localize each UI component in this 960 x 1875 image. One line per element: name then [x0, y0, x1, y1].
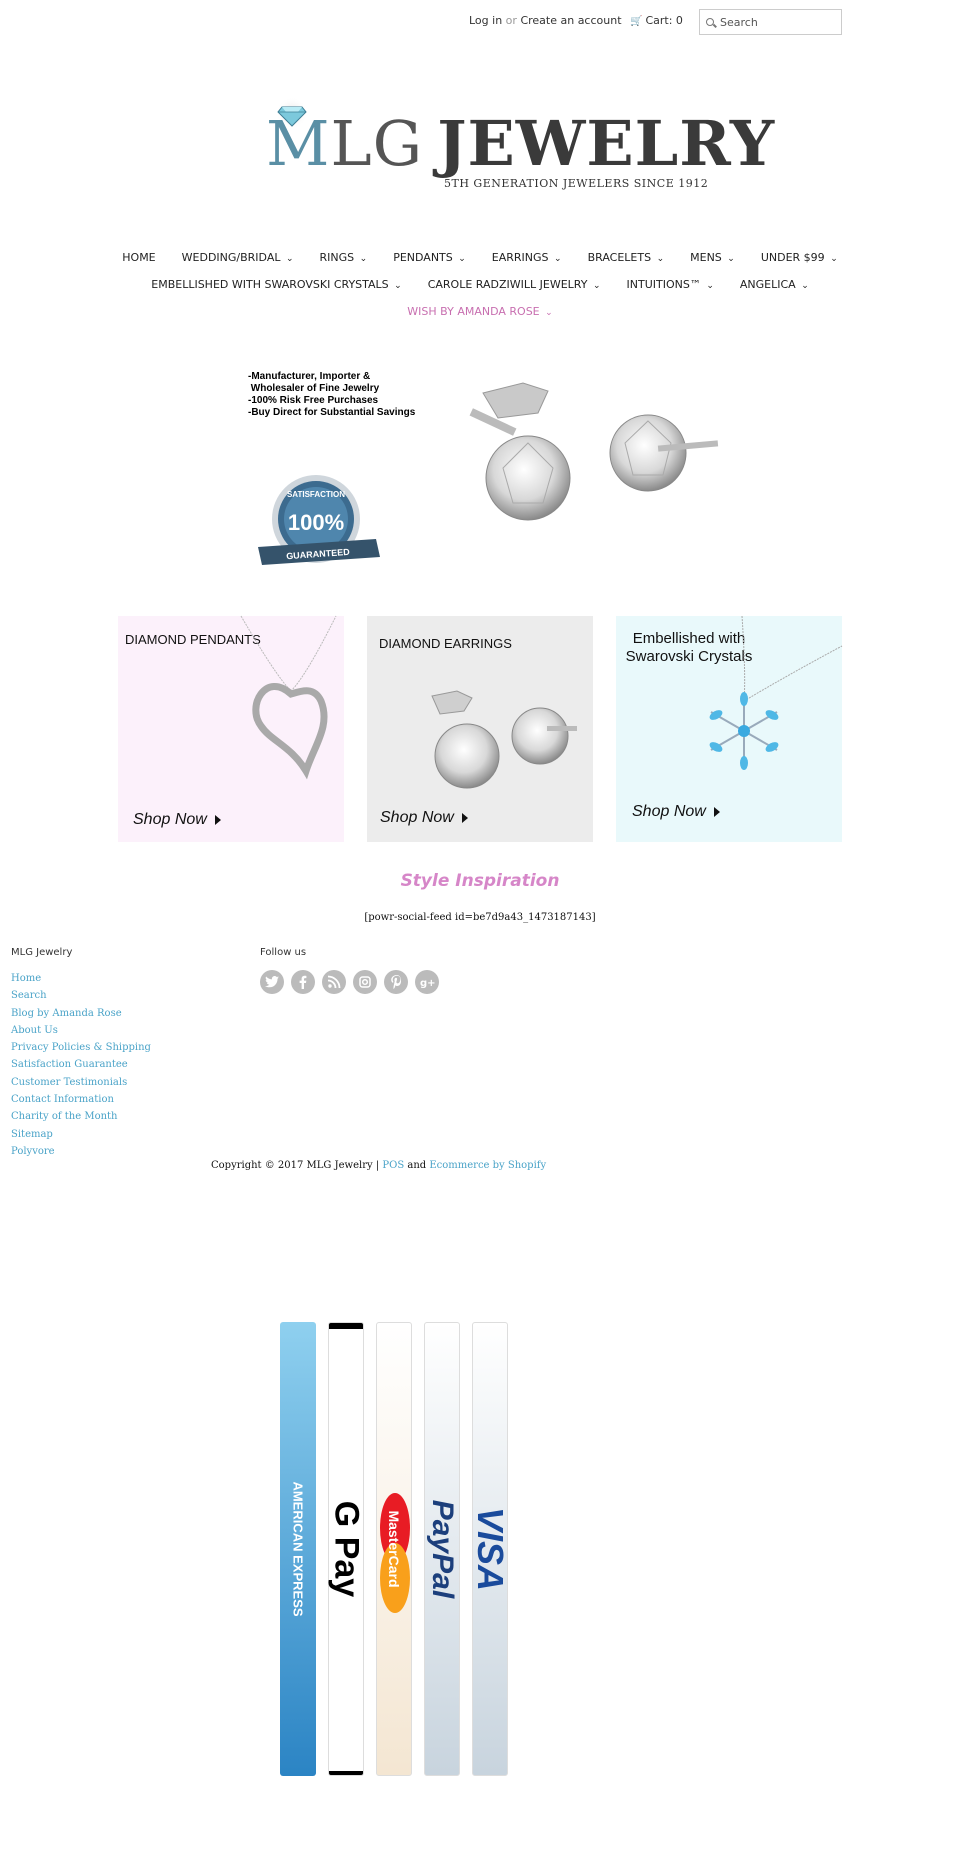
nav-item-wish-by-amanda-rose[interactable]: WISH BY AMANDA ROSE ⌄ — [407, 305, 553, 318]
earrings-image — [422, 686, 582, 806]
hero-bullet: -Manufacturer, Importer & — [248, 371, 371, 382]
nav-item-bracelets[interactable]: BRACELETS ⌄ — [587, 251, 665, 264]
mastercard-icon: MasterCard — [376, 1322, 412, 1776]
cart-icon: 🛒 — [630, 16, 643, 27]
satisfaction-badge — [254, 473, 384, 573]
and-text: and — [407, 1160, 427, 1171]
nav-item-rings[interactable]: RINGS ⌄ — [319, 251, 368, 264]
social-icons — [260, 970, 439, 994]
style-inspiration-heading: Style Inspiration — [400, 871, 560, 891]
chevron-down-icon: ⌄ — [656, 254, 665, 264]
nav-item-mens[interactable]: MENS ⌄ — [690, 251, 735, 264]
chevron-down-icon: ⌄ — [801, 281, 809, 291]
hero-bullet: -100% Risk Free Purchases — [248, 395, 379, 406]
footer-link-polyvore[interactable]: Polyvore — [11, 1145, 55, 1157]
footer-link-guarantee[interactable]: Satisfaction Guarantee — [11, 1059, 128, 1071]
brand-name: MLG JEWELRY — [266, 107, 776, 180]
footer-title-mlg: MLG Jewelry — [11, 947, 73, 958]
footer-link-home[interactable]: Home — [11, 973, 42, 984]
badge-bottom-text: GUARANTEED — [285, 546, 350, 562]
play-arrow-icon — [462, 813, 468, 823]
hero-banner[interactable] — [248, 363, 718, 583]
play-arrow-icon — [215, 815, 221, 825]
chevron-down-icon: ⌄ — [285, 254, 294, 264]
cart-label: Cart: 0 — [645, 14, 683, 27]
footer-link-contact[interactable]: Contact Information — [11, 1094, 114, 1106]
chevron-down-icon: ⌄ — [706, 281, 714, 291]
badge-top-text: SATISFACTION — [286, 490, 346, 499]
top-bar — [0, 9, 960, 35]
pos-link[interactable]: POS — [382, 1160, 405, 1171]
twitter-icon[interactable] — [260, 970, 284, 994]
footer-link-testimonials[interactable]: Customer Testimonials — [11, 1076, 128, 1088]
copyright-separator: | — [375, 1160, 380, 1171]
brand-tagline: 5TH GENERATION JEWELERS SINCE 1912 — [444, 177, 709, 190]
search-icon — [706, 18, 714, 26]
tile-title: DIAMOND PENDANTS — [125, 632, 261, 647]
snowflake-pendant-image — [706, 616, 842, 786]
footer-link-charity[interactable]: Charity of the Month — [11, 1111, 118, 1123]
hero-bullet: Wholesaler of Fine Jewelry — [248, 383, 380, 394]
nav-item-under-99[interactable]: UNDER $99 ⌄ — [760, 251, 838, 264]
rss-icon[interactable] — [322, 970, 346, 994]
nav-item-angelica[interactable]: ANGELICA ⌄ — [739, 278, 809, 291]
heart-pendant-image — [236, 616, 344, 786]
nav-item-swarovski[interactable]: EMBELLISHED WITH SWAROVSKI CRYSTALS ⌄ — [151, 278, 402, 291]
shop-now-link[interactable]: Shop Now — [632, 803, 720, 821]
chevron-down-icon: ⌄ — [727, 254, 735, 264]
tile-diamond-pendants[interactable] — [118, 616, 344, 842]
tile-title: Embellished with Swarovski Crystals — [625, 630, 753, 665]
instagram-icon[interactable] — [353, 970, 377, 994]
american-express-icon: AMERICAN EXPRESS — [280, 1322, 316, 1776]
badge-percent-text: 100% — [287, 510, 345, 535]
play-arrow-icon — [714, 807, 720, 817]
nav-item-carole-radziwill[interactable]: CAROLE RADZIWILL JEWELRY ⌄ — [427, 278, 601, 291]
nav-row-3 — [0, 298, 960, 325]
search-box[interactable] — [699, 9, 842, 35]
login-link[interactable]: Log in — [469, 14, 503, 27]
chevron-down-icon: ⌄ — [554, 254, 562, 264]
search-input[interactable] — [720, 13, 838, 31]
chevron-down-icon: ⌄ — [545, 308, 553, 318]
copyright-text: Copyright © 2017 MLG Jewelry — [211, 1160, 373, 1171]
chevron-down-icon: ⌄ — [359, 254, 368, 264]
nav-item-home[interactable]: HOME — [122, 251, 156, 264]
nav-item-earrings[interactable]: EARRINGS ⌄ — [491, 251, 562, 264]
nav-item-wedding-bridal[interactable]: WEDDING/BRIDAL ⌄ — [181, 251, 294, 264]
google-pay-icon: G Pay — [328, 1322, 364, 1776]
footer-link-search[interactable]: Search — [11, 990, 47, 1002]
site-logo[interactable] — [266, 93, 776, 193]
chevron-down-icon: ⌄ — [592, 281, 601, 291]
footer-link-about[interactable]: About Us — [11, 1024, 58, 1036]
chevron-down-icon: ⌄ — [830, 254, 838, 264]
chevron-down-icon: ⌄ — [394, 281, 402, 291]
shopify-link[interactable]: Ecommerce by Shopify — [429, 1160, 547, 1171]
svg-text:g+: g+ — [420, 978, 436, 989]
cart-link[interactable] — [630, 14, 683, 27]
tile-swarovski-crystals[interactable] — [616, 616, 842, 842]
main-navigation — [0, 244, 960, 325]
nav-item-pendants[interactable]: PENDANTS ⌄ — [393, 251, 466, 264]
facebook-icon[interactable] — [291, 970, 315, 994]
hero-bullets — [248, 371, 415, 419]
copyright-line — [211, 1160, 546, 1171]
diamond-earrings-image — [453, 373, 723, 583]
hero-bullet: -Buy Direct for Substantial Savings — [248, 407, 416, 418]
tile-title: DIAMOND EARRINGS — [379, 636, 512, 651]
visa-icon: VISA — [472, 1322, 508, 1776]
footer-title-follow: Follow us — [260, 947, 307, 958]
nav-row-2 — [0, 271, 960, 298]
footer-links — [11, 970, 151, 1160]
or-text: or — [505, 14, 517, 27]
create-account-link[interactable]: Create an account — [520, 14, 622, 27]
shop-now-link[interactable]: Shop Now — [380, 809, 468, 827]
footer-link-blog[interactable]: Blog by Amanda Rose — [11, 1007, 122, 1019]
nav-item-intuitions[interactable]: INTUITIONS™ ⌄ — [626, 278, 714, 291]
google-plus-icon[interactable] — [415, 970, 439, 994]
footer-link-sitemap[interactable]: Sitemap — [11, 1128, 53, 1140]
chevron-down-icon: ⌄ — [458, 254, 466, 264]
footer-link-privacy[interactable]: Privacy Policies & Shipping — [11, 1042, 151, 1054]
pinterest-icon[interactable] — [384, 970, 408, 994]
shop-now-link[interactable]: Shop Now — [133, 811, 221, 829]
paypal-icon: PayPal — [424, 1322, 460, 1776]
account-links — [469, 14, 622, 27]
social-feed-shortcode: [powr-social-feed id=be7d9a43_1473187143] — [364, 912, 596, 923]
tile-diamond-earrings[interactable] — [367, 616, 593, 842]
nav-row-1 — [0, 244, 960, 271]
